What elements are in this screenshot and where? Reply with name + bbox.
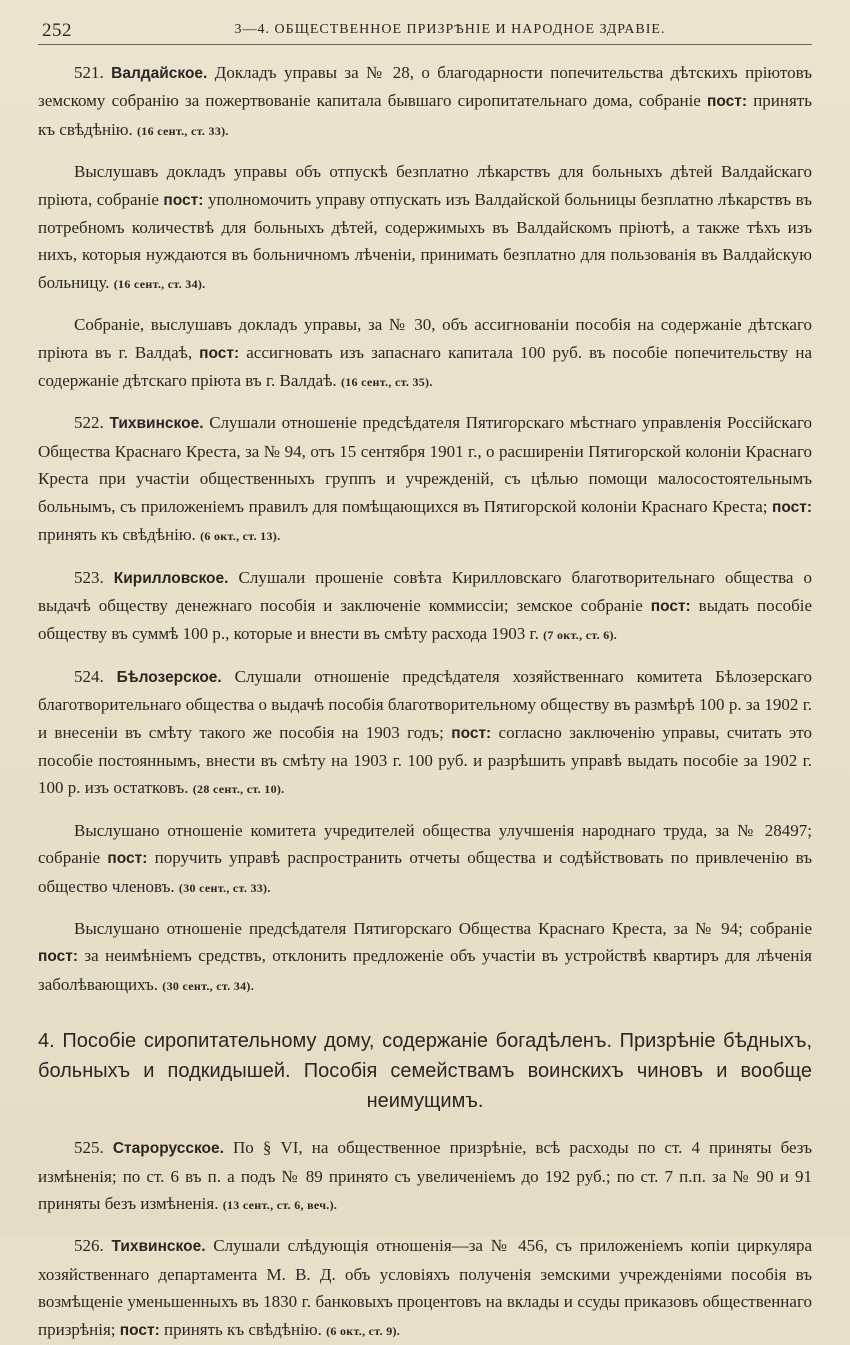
- paragraph-text: По § VI, на общественное призрѣнiе, всѣ расходы по ст. 4 приняты безъ измѣненiя; по ст. 6 въ п. а подъ № 89 принято съ увеличенiемъ до 192 руб.; по ст. 7 п.п. за № 90 и 91 приняты безъ измѣненiя.: [38, 1138, 813, 1213]
- entry-number: 521.: [74, 63, 104, 82]
- paragraph-524-c: [38, 915, 812, 1000]
- resolution-marker: пост:: [163, 191, 204, 209]
- paragraph-text: Выслушавъ докладъ управы объ отпускѣ безплатно лѣкарствъ для больныхъ дѣтей Валдайскаго прiюта, собранiе: [38, 162, 812, 209]
- paragraph-text: за неимѣнiемъ средствъ, отклонить предложенiе объ участiи въ устройствѣ квартиръ для лѣченiя заболѣвающихъ.: [38, 946, 812, 994]
- citation-ref: (28 сент., ст. 10).: [192, 782, 285, 797]
- section-heading: 4. Пособiе сиропитательному дому, содержанiе богадѣленъ. Призрѣнiе бѣдныхъ, больныхъ и подкидышей. Пособiя семействамъ воинскихъ чиновъ и вообще неимущимъ.: [38, 1030, 812, 1113]
- paragraph-521: [38, 59, 812, 145]
- paragraph-text: принять къ свѣдѣнiю.: [159, 1319, 327, 1339]
- paragraph-text: ассигновать изъ запаснаго капитала 100 руб. въ пособiе попечительству на содержанiе дѣтскаго прiюта въ г. Валдаѣ.: [38, 342, 812, 391]
- paragraph-522: [38, 409, 812, 550]
- paragraph-text: принять къ свѣдѣнiю.: [38, 91, 812, 139]
- citation-ref: (30 сент., ст. 33).: [178, 880, 271, 895]
- citation-ref: (16 сент., ст. 34).: [113, 276, 206, 291]
- paragraph-text: Слушали отношенiе предсѣдателя Пятигорскаго мѣстнаго управленiя Россiйскаго Общества Краснаго Креста, за № 94, отъ 15 сентября 1901 г., о расширенiи Пятигорской колонiи Краснаго Креста при участiи общественныхъ группъ и учрежденiй, съ цѣлью помощи малосостоятельнымъ больнымъ, съ приложенiемъ правилъ для помѣщающихся въ Пятигорской колонiи Краснаго Креста;: [38, 413, 813, 516]
- citation-ref: (6 окт., ст. 13).: [200, 529, 281, 544]
- resolution-marker: пост:: [119, 1321, 160, 1339]
- paragraph-text: Слушали отношенiе предсѣдателя хозяйственнаго комитета Бѣлозерскаго благотворительнаго общества о выдачѣ пособiя благотворительному обществу въ размѣрѣ 100 р. за 1902 г. и внесенiи въ смѣту такого же пособiя на 1903 годъ;: [38, 666, 812, 742]
- page-header: [38, 18, 812, 45]
- district-name: Валдайское.: [111, 65, 208, 82]
- resolution-marker: пост:: [707, 93, 748, 111]
- paragraph-text: выдать пособiе обществу въ суммѣ 100 р., которые и внести въ смѣту расхода 1903 г.: [38, 595, 812, 644]
- resolution-marker: пост:: [199, 344, 240, 362]
- resolution-marker: пост:: [38, 948, 78, 966]
- citation-ref: (7 окт., ст. 6).: [543, 628, 618, 643]
- district-name: Тихвинское.: [111, 1238, 206, 1256]
- page-number: 252: [42, 20, 72, 41]
- paragraph-524-b: [38, 817, 812, 902]
- paragraph-text: уполномочить управу отпускать изъ Валдайской больницы безплатно лѣкарствъ въ потребномъ количествѣ для больныхъ дѣтей, содержимыхъ въ Валдайскомъ прiютѣ, а также тѣхъ изъ нихъ, которыя нуждаются въ больничномъ лѣченiи, принимать безплатно для пользованiя въ Валдайскую больницу.: [38, 189, 812, 292]
- entry-number: 524.: [74, 666, 104, 686]
- paragraph-text: согласно заключенiю управы, считать это пособiе постояннымъ, внести въ смѣту на 1903 г. 100 руб. и разрѣшить управѣ выдать пособiе за 1902 г. 100 р. изъ остатковъ.: [38, 722, 812, 798]
- paragraph-text: Докладъ управы за № 28, о благодарности попечительства дѣтскихъ прiютовъ земскому собранiю за пожертвованiе капитала бывшаго сиропитательнаго дома, собранiе: [38, 63, 812, 111]
- paragraph-525: [38, 1134, 812, 1219]
- paragraph-523: [38, 564, 812, 650]
- resolution-marker: пост:: [107, 850, 148, 868]
- district-name: Старорусское.: [112, 1140, 224, 1158]
- entry-number: 523.: [74, 567, 104, 587]
- paragraph-text: поручить управѣ распространить отчеты общества и содѣйствовать по привлеченiю въ общество членовъ.: [38, 848, 812, 896]
- paragraph-text: Собранiе, выслушавъ докладъ управы, за № 30, объ ассигнованiи пособiя на содержанiе дѣтскаго прiюта въ г. Валдаѣ,: [38, 315, 812, 362]
- district-name: Кирилловское.: [113, 569, 229, 587]
- paragraph-text: Слушали прошенiе совѣта Кирилловскаго благотворительнаго общества о выдачѣ обществу денежнаго пособiя и заключенiе коммиссiи; земское собранiе: [38, 567, 813, 615]
- paragraph-526: [38, 1232, 812, 1345]
- citation-ref: (16 сент., ст. 35).: [340, 375, 433, 390]
- paragraph-text: Слушали слѣдующiя отношенiя—за № 456, съ приложенiемъ копiи циркуляра хозяйственнаго департамента М. В. Д. объ условiяхъ полученiя земскими учрежденiями пособiя въ возмѣщенiе уменьшенныхъ въ 1830 г. банковыхъ процентовъ на вклады и ссуды приказовъ общественнаго призрѣнiя;: [38, 1236, 812, 1339]
- entry-number: 525.: [74, 1138, 104, 1158]
- paragraph-text: Выслушано отношенiе предсѣдателя Пятигорскаго Общества Краснаго Креста, за № 94; собранiе: [74, 918, 812, 938]
- citation-ref: (6 окт., ст. 9).: [326, 1323, 401, 1338]
- entry-number: 522.: [74, 413, 104, 433]
- paragraph-text: Выслушано отношенiе комитета учредителей общества улучшенiя народнаго труда, за № 28497; собранiе: [38, 820, 812, 868]
- district-name: Бѣлозерское.: [116, 668, 222, 686]
- running-head: 3—4. ОБЩЕСТВЕННОЕ ПРИЗРѢНIЕ И НАРОДНОЕ ЗДРАВIЕ.: [234, 22, 666, 37]
- entry-number: 526.: [74, 1236, 104, 1256]
- citation-ref: (16 сент., ст. 33).: [137, 123, 229, 138]
- resolution-marker: пост:: [650, 597, 691, 615]
- district-name: Тихвинское.: [109, 415, 204, 433]
- citation-ref: (30 сент., ст. 34).: [162, 978, 254, 993]
- resolution-marker: пост:: [772, 498, 812, 516]
- resolution-marker: пост:: [451, 724, 492, 742]
- paragraph-521-c: [38, 311, 812, 396]
- paragraph-521-b: [38, 158, 812, 298]
- citation-ref: (13 сент., ст. 6, веч.).: [222, 1198, 338, 1212]
- paragraph-text: принять къ свѣдѣнiю.: [38, 525, 201, 545]
- paragraph-524: [38, 663, 812, 804]
